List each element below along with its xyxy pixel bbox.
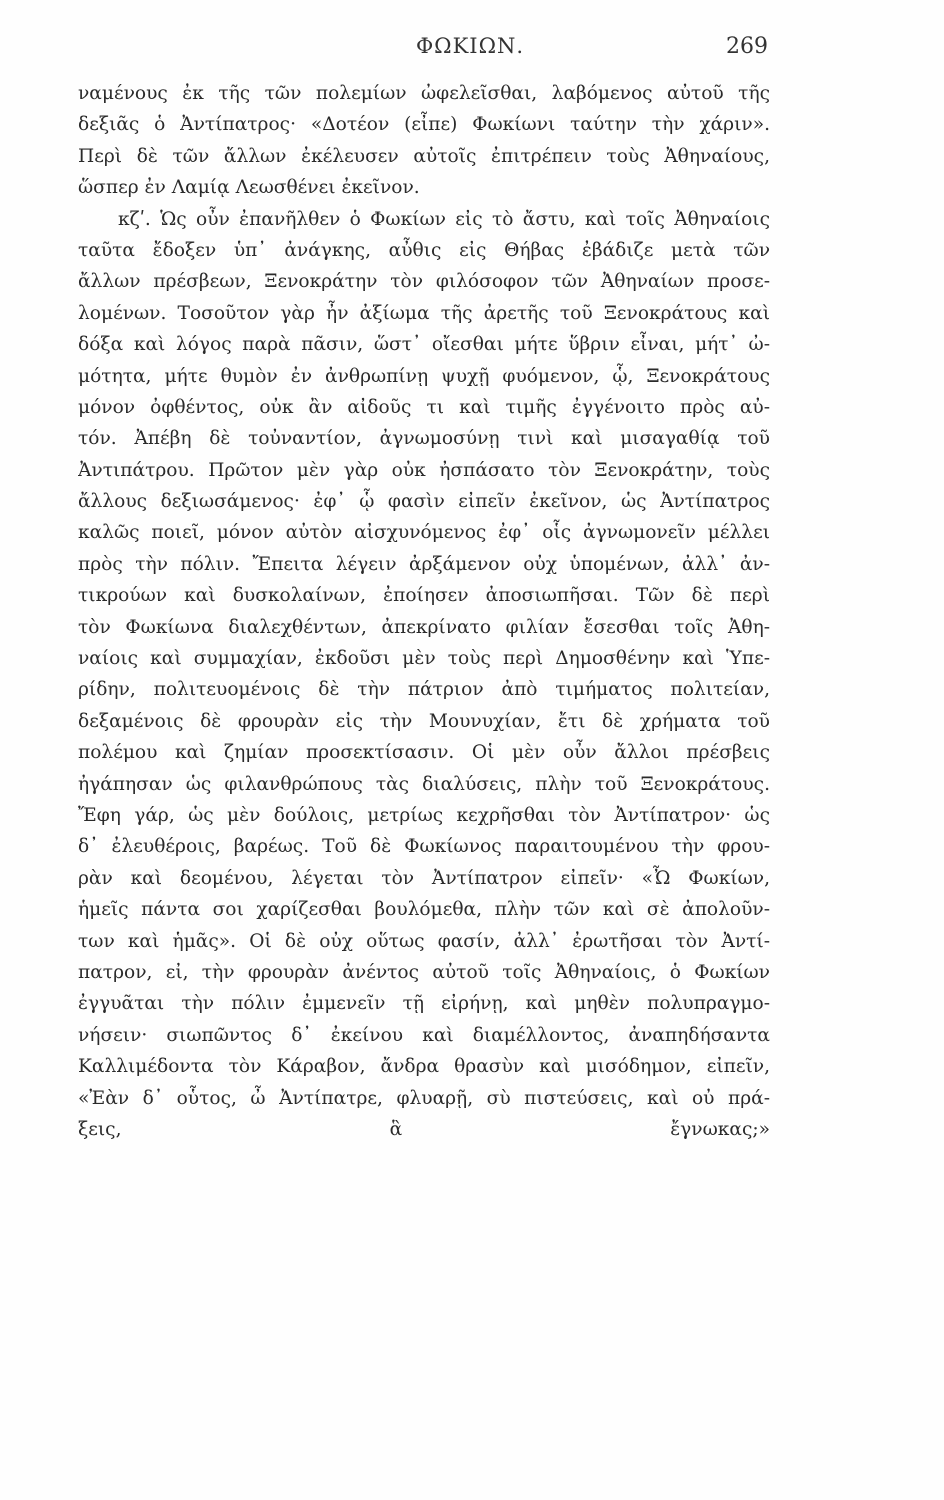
text-line: τόν. Ἀπέβη δὲ τοὐναντίον, ἀγνωμοσύνῃ τινὶ καὶ μισαγαθίᾳ τοῦ: [78, 428, 770, 450]
text-line: πολέμου καὶ ζημίαν προσεκτίσασιν. Οἱ μὲν οὖν ἄλλοι πρέσβεις: [78, 742, 770, 764]
text-line: Ἀντιπάτρου. Πρῶτον μὲν γὰρ οὐκ ἠσπάσατο τὸν Ξενοκράτην, τοὺς: [78, 459, 770, 481]
text-line: νήσειν· σιωπῶντος δ᾽ ἐκείνου καὶ διαμέλλοντος, ἀναπηδήσαντα: [78, 1024, 770, 1046]
text-line: πατρον, εἰ, τὴν φρουρὰν ἀνέντος αὐτοῦ τοῖς Ἀθηναίοις, ὁ Φωκίων: [78, 961, 770, 983]
text-line: ξεις, ἃ ἔγνωκας;»: [78, 1118, 770, 1140]
text-line: λομένων. Τοσοῦτον γὰρ ἦν ἀξίωμα τῆς ἀρετῆς τοῦ Ξενοκράτους καὶ: [78, 302, 770, 324]
text-line: καλῶς ποιεῖ, μόνον αὐτὸν αἰσχυνόμενος ἐφ᾽ οἷς ἀγνωμονεῖν μέλλει: [78, 522, 770, 544]
text-line: δεξιᾶς ὁ Ἀντίπατρος· «Δοτέον (εἶπε) Φωκίωνι ταύτην τὴν χάριν».: [78, 114, 770, 136]
running-head: [0, 30, 944, 64]
text-line: μότητα, μήτε θυμὸν ἐν ἀνθρωπίνῃ ψυχῇ φυόμενον, ᾧ, Ξενοκράτους: [78, 365, 770, 387]
text-line: Ἔφη γάρ, ὡς μὲν δούλοις, μετρίως κεχρῆσθαι τὸν Ἀντίπατρον· ὡς: [78, 804, 770, 826]
text-line: πρὸς τὴν πόλιν. Ἔπειτα λέγειν ἀρξάμενον οὐχ ὑπομένων, ἀλλ᾽ ἀν-: [78, 553, 770, 575]
text-line: δόξα καὶ λόγος παρὰ πᾶσιν, ὥστ᾽ οἴεσθαι μήτε ὕβριν εἶναι, μήτ᾽ ὠ-: [78, 334, 770, 356]
text-line: ὥσπερ ἐν Λαμίᾳ Λεωσθένει ἐκεῖνον.: [78, 177, 420, 199]
text-line: μόνον ὀφθέντος, οὐκ ἂν αἰδοῦς τι καὶ τιμῆς ἐγγένοιτο πρὸς αὐ-: [78, 396, 770, 418]
text-line: ἐγγυᾶται τὴν πόλιν ἐμμενεῖν τῇ εἰρήνῃ, καὶ μηθὲν πολυπραγμο-: [78, 993, 770, 1015]
body-text: [78, 78, 770, 1177]
text-line: ρίδην, πολιτευομένοις δὲ τὴν πάτριον ἀπὸ τιμήματος πολιτείαν,: [78, 679, 770, 701]
running-title: ΦΩΚΙΩΝ.: [415, 34, 525, 58]
text-line: των καὶ ἡμᾶς». Οἱ δὲ οὐχ οὕτως φασίν, ἀλλ᾽ ἐρωτῆσαι τὸν Ἀντί-: [78, 930, 770, 952]
text-line: ρὰν καὶ δεομένου, λέγεται τὸν Ἀντίπατρον εἰπεῖν· «Ὦ Φωκίων,: [78, 867, 770, 889]
text-line: «Ἐὰν δ᾽ οὗτος, ὦ Ἀντίπατρε, φλυαρῇ, σὺ πιστεύσεις, καὶ οὐ πρά-: [78, 1087, 770, 1109]
text-line: τικρούων καὶ δυσκολαίνων, ἐποίησεν ἀποσιωπῆσαι. Τῶν δὲ περὶ: [78, 585, 770, 607]
text-line: Περὶ δὲ τῶν ἄλλων ἐκέλευσεν αὐτοῖς ἐπιτρέπειν τοὺς Ἀθηναίους,: [78, 145, 770, 167]
text-line: ταῦτα ἔδοξεν ὑπ᾽ ἀνάγκης, αὖθις εἰς Θήβας ἐβάδιζε μετὰ τῶν: [78, 239, 770, 261]
text-line: Καλλιμέδοντα τὸν Κάραβον, ἄνδρα θρασὺν καὶ μισόδημον, εἰπεῖν,: [78, 1056, 770, 1078]
page-number: 269: [726, 34, 768, 59]
text-line: ἡμεῖς πάντα σοι χαρίζεσθαι βουλόμεθα, πλὴν τῶν καὶ σὲ ἀπολοῦν-: [78, 899, 770, 921]
text-line: δεξαμένοις δὲ φρουρὰν εἰς τὴν Μουνυχίαν, ἔτι δὲ χρήματα τοῦ: [78, 710, 770, 732]
text-line: τὸν Φωκίωνα διαλεχθέντων, ἀπεκρίνατο φιλίαν ἔσεσθαι τοῖς Ἀθη-: [78, 616, 770, 638]
text-line: ἄλλους δεξιωσάμενος· ἐφ᾽ ᾧ φασὶν εἰπεῖν ἐκεῖνον, ὡς Ἀντίπατρος: [78, 491, 770, 513]
text-line: δ᾽ ἐλευθέροις, βαρέως. Τοῦ δὲ Φωκίωνος παραιτουμένου τὴν φρου-: [78, 836, 770, 858]
text-line: ναίοις καὶ συμμαχίαν, ἐκδοῦσι μὲν τοὺς περὶ Δημοσθένην καὶ Ὑπε-: [78, 648, 770, 670]
text-line: [78, 1145, 770, 1176]
chapter-start-line: κζʹ. Ὡς οὖν ἐπανῆλθεν ὁ Φωκίων εἰς τὸ ἄστυ, καὶ τοῖς Ἀθηναίοις: [118, 208, 770, 230]
text-line: ἠγάπησαν ὡς φιλανθρώπους τὰς διαλύσεις, πλὴν τοῦ Ξενοκράτους.: [78, 773, 770, 795]
text-line: ναμένους ἐκ τῆς τῶν πολεμίων ὠφελεῖσθαι, λαβόμενος αὐτοῦ τῆς: [78, 83, 770, 104]
text-line: ἄλλων πρέσβεων, Ξενοκράτην τὸν φιλόσοφον τῶν Ἀθηναίων προσε-: [78, 271, 770, 293]
